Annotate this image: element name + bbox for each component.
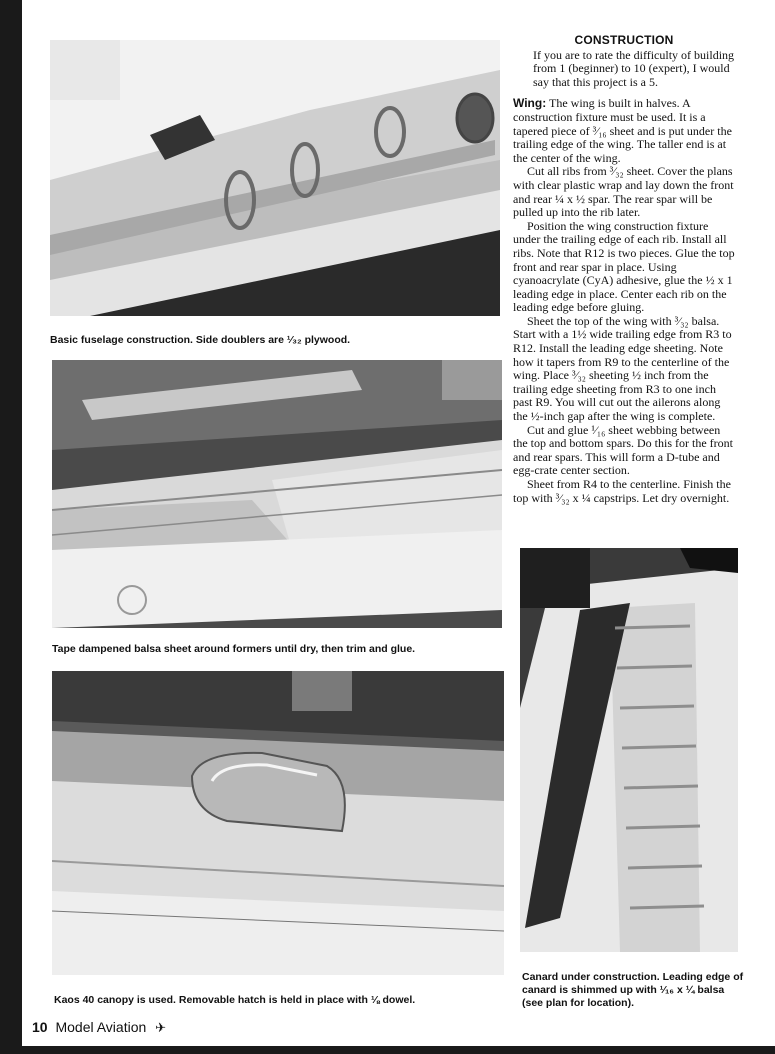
body-paragraph: Sheet from R4 to the centerline. Finish the top with ³⁄₃₂ x ¼ capstrips. Let dry overnight. bbox=[513, 477, 731, 505]
page-bottom-edge bbox=[0, 1046, 775, 1054]
wing-paragraph-text: The wing is built in halves. A construction fixture must be used. It is a tapered piece of ³⁄₁₆ sheet and is put under the trailing edge of the wing. The taller end is at the center of the wing. bbox=[513, 96, 732, 165]
photo-canopy bbox=[52, 671, 504, 975]
magazine-name: Model Aviation bbox=[55, 1019, 147, 1035]
caption-taped-balsa: Tape dampened balsa sheet around formers until dry, then trim and glue. bbox=[52, 643, 416, 655]
body-paragraph: Cut and glue ¹⁄₁₆ sheet webbing between the top and bottom spars. Do this for the front and rear spars. This will form a D-tube and egg-crate center section. bbox=[513, 422, 733, 478]
caption-canopy: Kaos 40 canopy is used. Removable hatch is held in place with ⅛ dowel. bbox=[54, 994, 416, 1006]
wing-lead-in: Wing: bbox=[513, 96, 547, 111]
page-footer bbox=[32, 1019, 166, 1036]
photo-fuselage-construction bbox=[50, 40, 500, 316]
photo-taped-balsa-sheet bbox=[52, 360, 502, 628]
page-binding-edge bbox=[0, 0, 22, 1054]
wing-paragraph bbox=[513, 97, 735, 165]
airplane-icon: ✈ bbox=[155, 1020, 167, 1035]
section-heading: CONSTRUCTION bbox=[574, 33, 674, 47]
article-column bbox=[513, 34, 735, 505]
caption-canard: Canard under construction. Leading edge of canard is shimmed up with ¹⁄₁₆ x ¼ balsa (see plan for location). bbox=[522, 971, 744, 1009]
caption-fuselage: Basic fuselage construction. Side doublers are ¹⁄₃₂ plywood. bbox=[50, 334, 351, 346]
body-paragraph: Sheet the top of the wing with ³⁄₃₂ balsa. Start with a 1½ wide trailing edge from R3 to R12. Install the leading edge sheeting. Note how it tapers from R9 to the centerline of the wing. Place ³⁄₃₂ sheeting ½ inch from the trailing edge sheeting from R3 to one inch past R9. You will cut out the ailerons along the ½-inch gap after the wing is complete. bbox=[513, 313, 732, 424]
page-number: 10 bbox=[32, 1019, 48, 1035]
body-paragraph: Position the wing construction fixture under the trailing edge of each rib. Install all ribs. Note that R12 is two pieces. Glue the top front and rear spar in place. Using cyanoacrylate (CyA) adhesive, glue the ½ x 1 leading edge in place. Center each rib on the leading edge before gluing. bbox=[513, 218, 735, 315]
body-paragraph: Cut all ribs from ³⁄₃₂ sheet. Cover the plans with clear plastic wrap and lay down the front and rear ¼ x ½ spar. The rear spar will be pulled up into the rib later. bbox=[513, 164, 734, 220]
intro-paragraph: If you are to rate the difficulty of building from 1 (beginner) to 10 (expert), I would say that this project is a 5. bbox=[533, 47, 735, 89]
photo-canard bbox=[520, 548, 738, 952]
